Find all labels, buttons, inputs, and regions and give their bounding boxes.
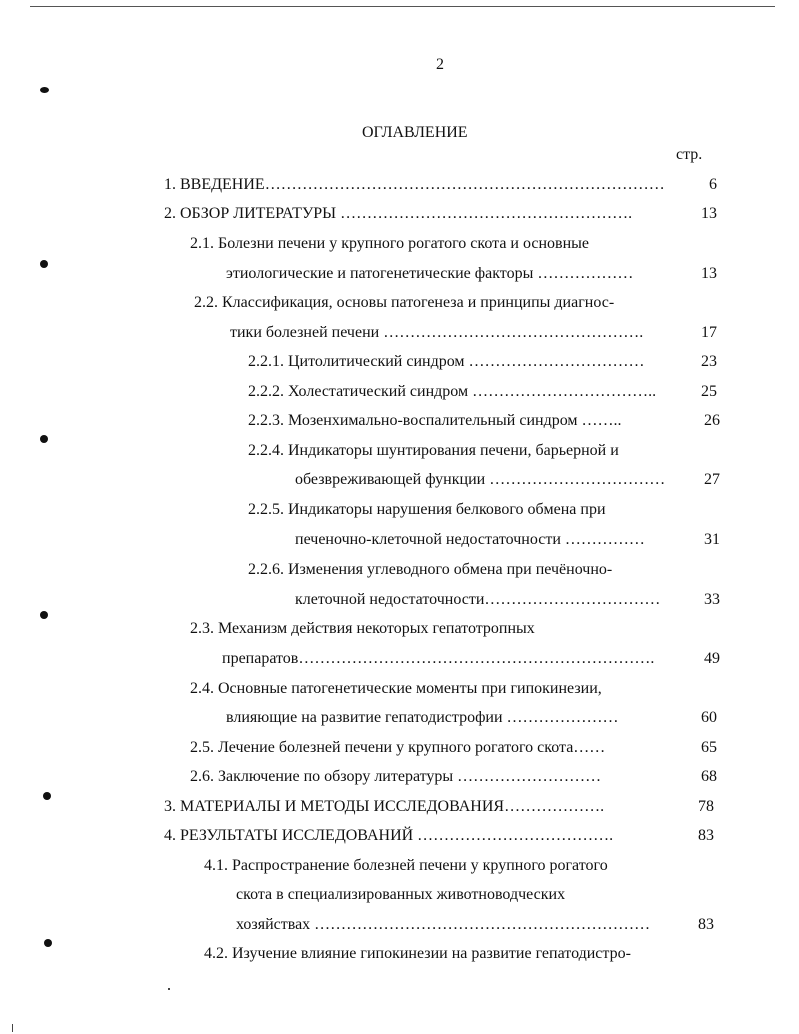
scan-margin-mark — [40, 260, 48, 268]
toc-entry-page: 25 — [701, 383, 717, 400]
toc-entry-text: 4. РЕЗУЛЬТАТЫ ИССЛЕДОВАНИЙ ………………………………. — [164, 827, 614, 844]
toc-entry-text: 2.4. Основные патогенетические моменты при гипокинезии, — [190, 680, 602, 697]
toc-entry-text: 2.2.3. Мозенхимально-воспалительный синдром …….. — [248, 412, 622, 429]
toc-entry-text: клеточной недостаточности…………………………… — [295, 591, 661, 608]
toc-entry-text: 2.2.4. Индикаторы шунтирования печени, барьерной и — [248, 442, 619, 459]
toc-entry-page: 31 — [704, 531, 720, 548]
scan-speck — [12, 1024, 13, 1032]
toc-entry-text: тики болезней печени …………………………………………. — [230, 324, 644, 341]
toc-entry-text: 4.1. Распространение болезней печени у крупного рогатого — [204, 857, 608, 874]
toc-entry-page: 26 — [704, 412, 720, 429]
scan-margin-mark — [40, 435, 48, 443]
toc-entry-text: 2. ОБЗОР ЛИТЕРАТУРЫ ………………………………………………. — [164, 205, 633, 222]
scan-margin-mark — [40, 611, 48, 619]
toc-entry-text: 2.2. Классификация, основы патогенеза и принципы диагнос- — [194, 294, 615, 311]
toc-entry-page: 23 — [701, 353, 717, 370]
toc-entry-page: 68 — [701, 768, 717, 785]
toc-heading: ОГЛАВЛЕНИЕ — [362, 124, 468, 141]
page-column-label: стр. — [676, 146, 703, 163]
toc-entry-text: скота в специализированных животноводческих — [236, 886, 566, 903]
scan-margin-mark — [43, 792, 51, 800]
toc-entry-text: 2.2.1. Цитолитический синдром …………………………… — [248, 353, 645, 370]
toc-entry-text: обезвреживающей функции …………………………… — [295, 471, 666, 488]
toc-entry-text: 2.2.5. Индикаторы нарушения белкового обмена при — [248, 501, 606, 518]
toc-entry-page: 49 — [704, 650, 720, 667]
scan-top-border — [30, 6, 775, 7]
toc-entry-text: печеночно-клеточной недостаточности …………… — [295, 531, 645, 548]
toc-entry-page: 27 — [704, 471, 720, 488]
toc-entry-page: 65 — [701, 739, 717, 756]
scan-margin-mark — [40, 87, 49, 93]
toc-entry-page: 17 — [701, 324, 717, 341]
toc-entry-page: 6 — [709, 176, 717, 193]
toc-entry-text: 2.2.2. Холестатический синдром …………………………….. — [248, 383, 657, 400]
toc-entry-page: 13 — [701, 265, 717, 282]
toc-entry-text: 2.5. Лечение болезней печени у крупного рогатого скота…… — [190, 739, 606, 756]
toc-entry-page: 83 — [698, 827, 714, 844]
toc-entry-page: 33 — [704, 591, 720, 608]
scan-margin-mark — [44, 939, 52, 947]
toc-entry-text: 2.3. Механизм действия некоторых гепатотропных — [190, 620, 535, 637]
page-number: 2 — [436, 56, 444, 73]
toc-entry-page: 83 — [698, 916, 714, 933]
toc-entry-text: 4.2. Изучение влияние гипокинезии на развитие гепатодистро- — [204, 945, 631, 962]
toc-entry-text: влияющие на развитие гепатодистрофии ………………… — [226, 709, 619, 726]
toc-entry-text: 2.6. Заключение по обзору литературы ……………………… — [190, 768, 602, 785]
toc-entry-text: 2.2.6. Изменения углеводного обмена при печёночно- — [248, 561, 613, 578]
scan-speck — [168, 988, 170, 990]
toc-entry-text: хозяйствах ……………………………………………………… — [236, 916, 651, 933]
toc-entry-text: препаратов…………………………………………………………. — [222, 650, 655, 667]
toc-entry-text: 1. ВВЕДЕНИЕ………………………………………………………………… — [164, 176, 665, 193]
toc-entry-text: 2.1. Болезни печени у крупного рогатого скота и основные — [190, 235, 590, 252]
toc-entry-page: 78 — [698, 798, 714, 815]
toc-entry-page: 60 — [701, 709, 717, 726]
toc-entry-text: этиологические и патогенетические факторы ……………… — [226, 265, 634, 282]
toc-entry-page: 13 — [701, 205, 717, 222]
toc-entry-text: 3. МАТЕРИАЛЫ И МЕТОДЫ ИССЛЕДОВАНИЯ………………. — [164, 798, 605, 815]
